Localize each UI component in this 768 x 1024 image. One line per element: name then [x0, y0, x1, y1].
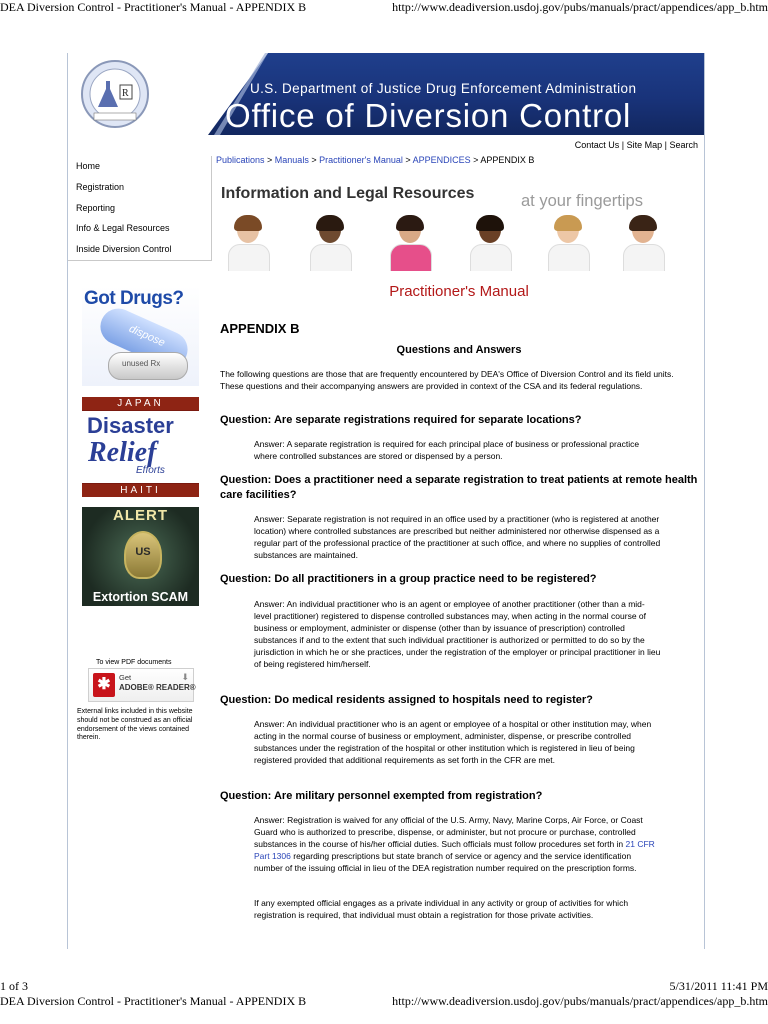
got-drugs-ad[interactable] [82, 286, 199, 386]
breadcrumb-sep: > [308, 155, 320, 165]
breadcrumb-appendices[interactable]: APPENDICES [412, 155, 471, 165]
print-footer [0, 979, 768, 1019]
svg-text:R: R [122, 88, 129, 99]
japan-band: JAPAN [82, 397, 199, 410]
intro-paragraph: The following questions are those that are frequently encountered by DEA's Office of Diversion Control and its field units. These questions and their accompanying answers are provided in context of the CSA and its federal regulations. [220, 369, 674, 391]
extortion-label: Extortion SCAM [92, 590, 189, 604]
breadcrumb [216, 155, 534, 165]
web-page [67, 53, 705, 949]
cfr-1306-link[interactable]: 21 CFR Part 1306 [254, 839, 655, 861]
contact-us-link[interactable]: Contact Us [574, 140, 620, 150]
hero-person [546, 217, 590, 271]
extortion-scam-ad[interactable] [82, 507, 199, 606]
hero-person [388, 217, 432, 271]
relief-label: Relief [88, 437, 157, 468]
adobe-reader-button[interactable] [88, 668, 194, 702]
nav-item-reporting[interactable]: Reporting [76, 202, 116, 213]
print-header-title: DEA Diversion Control - Practitioner's Manual - APPENDIX B [0, 0, 307, 14]
breadcrumb-publications[interactable]: Publications [216, 155, 265, 165]
answer-5-text: Answer: Registration is waived for any official of the U.S. Army, Navy, Marine Corps, Air Force, or Coast Guard who is authorized to prescribe, dispense, or administer, but not procure or purchase, controlled substances in the course of his/her official duties. Such officials must follow procedures set forth in [254, 815, 643, 849]
banner-subtitle: U.S. Department of Justice Drug Enforcement Administration [250, 81, 637, 96]
answer-5 [254, 814, 662, 874]
print-footer-url: http://www.deadiversion.usdoj.gov/pubs/manuals/pract/appendices/app_b.htm [392, 994, 768, 1008]
nav-item-registration[interactable]: Registration [76, 181, 125, 192]
disaster-relief-ad[interactable] [82, 397, 199, 497]
utility-separator: | [662, 140, 670, 150]
disaster-label: Disaster [87, 413, 174, 438]
utility-links [575, 140, 698, 150]
site-banner[interactable] [68, 53, 704, 135]
efforts-label: Efforts [136, 465, 165, 476]
adobe-reader-icon: ✱ [93, 673, 115, 697]
download-arrow-icon: ⬇ [181, 672, 189, 682]
reader-get-label: Get [119, 673, 132, 682]
question-3: Question: Do all practitioners in a group practice need to be registered? [220, 573, 597, 585]
print-footer-datetime: 5/31/2011 11:41 PM [669, 979, 768, 993]
hero-tagline: at your fingertips [521, 192, 643, 210]
got-drugs-title: Got Drugs? [84, 288, 184, 309]
external-links-note: External links included in this website should not be construed as an official endorsement of the views contained therein. [77, 708, 193, 742]
qa-heading: Questions and Answers [396, 344, 522, 356]
question-4: Question: Do medical residents assigned to hospitals need to register? [220, 694, 593, 706]
answer-5-text: regarding prescriptions but state branch of service or agency and the service identification number of the issuing official in lieu of the DEA registration number required on the prescription forms. [254, 851, 637, 873]
hero-person [308, 217, 352, 271]
haiti-band: HAITI [82, 484, 199, 497]
alert-label: ALERT [113, 507, 168, 524]
breadcrumb-sep: > [402, 155, 413, 165]
answer-2: Answer: Separate registration is not required in an office used by a practitioner (who is registered at another location) where controlled substances are prescribed but neither administered nor otherwise dispensed as a regular part of the professional practice of the practitioner at such office, and where no supplies of controlled substances are maintained. [254, 514, 661, 560]
dea-seal-icon [80, 59, 150, 129]
answer-5-continued: If any exempted official engages as a private individual in any activity or group of activities for which registration is required, that individual must obtain a registration for those private activities. [254, 898, 629, 920]
appendix-heading: APPENDIX B [220, 321, 300, 336]
breadcrumb-manuals[interactable]: Manuals [274, 155, 309, 165]
hero-title: Information and Legal Resources [221, 185, 475, 202]
answer-3: Answer: An individual practitioner who is an agent or employee of another practitioner (other than a mid-level practitioner) registered to dispense controlled substances may, when acting in the normal course of business or employment, administer or dispense (other than by issuance of prescription) controlled substances if and to the extent that such individual practitioner is authorized or permitted to do so by the jurisdiction in which he or she practices, under the registration of the employer or principal practitioner in lieu of being registered him/herself. [254, 599, 661, 669]
breadcrumb-sep: > [264, 155, 275, 165]
hero-person [468, 217, 512, 271]
hero-person [226, 217, 270, 271]
nav-item-info-legal[interactable]: Info & Legal Resources [76, 223, 170, 234]
hero-person [621, 217, 665, 271]
left-nav [68, 156, 212, 261]
question-5: Question: Are military personnel exempted from registration? [220, 790, 543, 802]
question-2: Question: Does a practitioner need a separate registration to treat patients at remote health care facilities? [220, 474, 698, 501]
dispose-label: dispose [127, 322, 167, 350]
print-footer-title: DEA Diversion Control - Practitioner's Manual - APPENDIX B [0, 994, 307, 1008]
badge-icon [124, 531, 162, 579]
breadcrumb-practitioners-manual[interactable]: Practitioner's Manual [319, 155, 403, 165]
nav-item-inside-diversion[interactable]: Inside Diversion Control [76, 244, 172, 255]
nav-item-home[interactable]: Home [76, 161, 101, 171]
reader-name-label: ADOBE® READER® [119, 683, 196, 692]
hero-banner [216, 181, 700, 271]
answer-1: Answer: A separate registration is required for each principal place of business or professional practice where controlled substances are stored or dispensed by a person. [254, 439, 640, 461]
utility-separator: | [619, 140, 627, 150]
print-footer-page: 1 of 3 [0, 979, 28, 993]
breadcrumb-sep: > [470, 155, 481, 165]
page-title: Practitioner's Manual [389, 283, 529, 300]
badge-label: US [135, 546, 151, 558]
breadcrumb-current: APPENDIX B [480, 155, 535, 165]
banner-title: Office of Diversion Control [225, 97, 632, 134]
unused-rx-label: unused Rx [122, 359, 161, 368]
search-link[interactable]: Search [669, 140, 698, 150]
answer-4: Answer: An individual practitioner who is an agent or employee of a hospital or other institution may, when acting in the normal course of business or employment, administer, dispense, or prescribe controlled substances under the registration of the hospital or other institution which is registered in lieu of being registered provided that additional requirements as set forth in the CFR are met. [254, 719, 652, 765]
question-1: Question: Are separate registrations required for separate locations? [220, 414, 582, 426]
site-map-link[interactable]: Site Map [626, 140, 663, 150]
print-header [0, 0, 768, 16]
print-header-url: http://www.deadiversion.usdoj.gov/pubs/manuals/pract/appendices/app_b.htm [392, 0, 768, 14]
pdf-note: To view PDF documents [96, 659, 172, 666]
